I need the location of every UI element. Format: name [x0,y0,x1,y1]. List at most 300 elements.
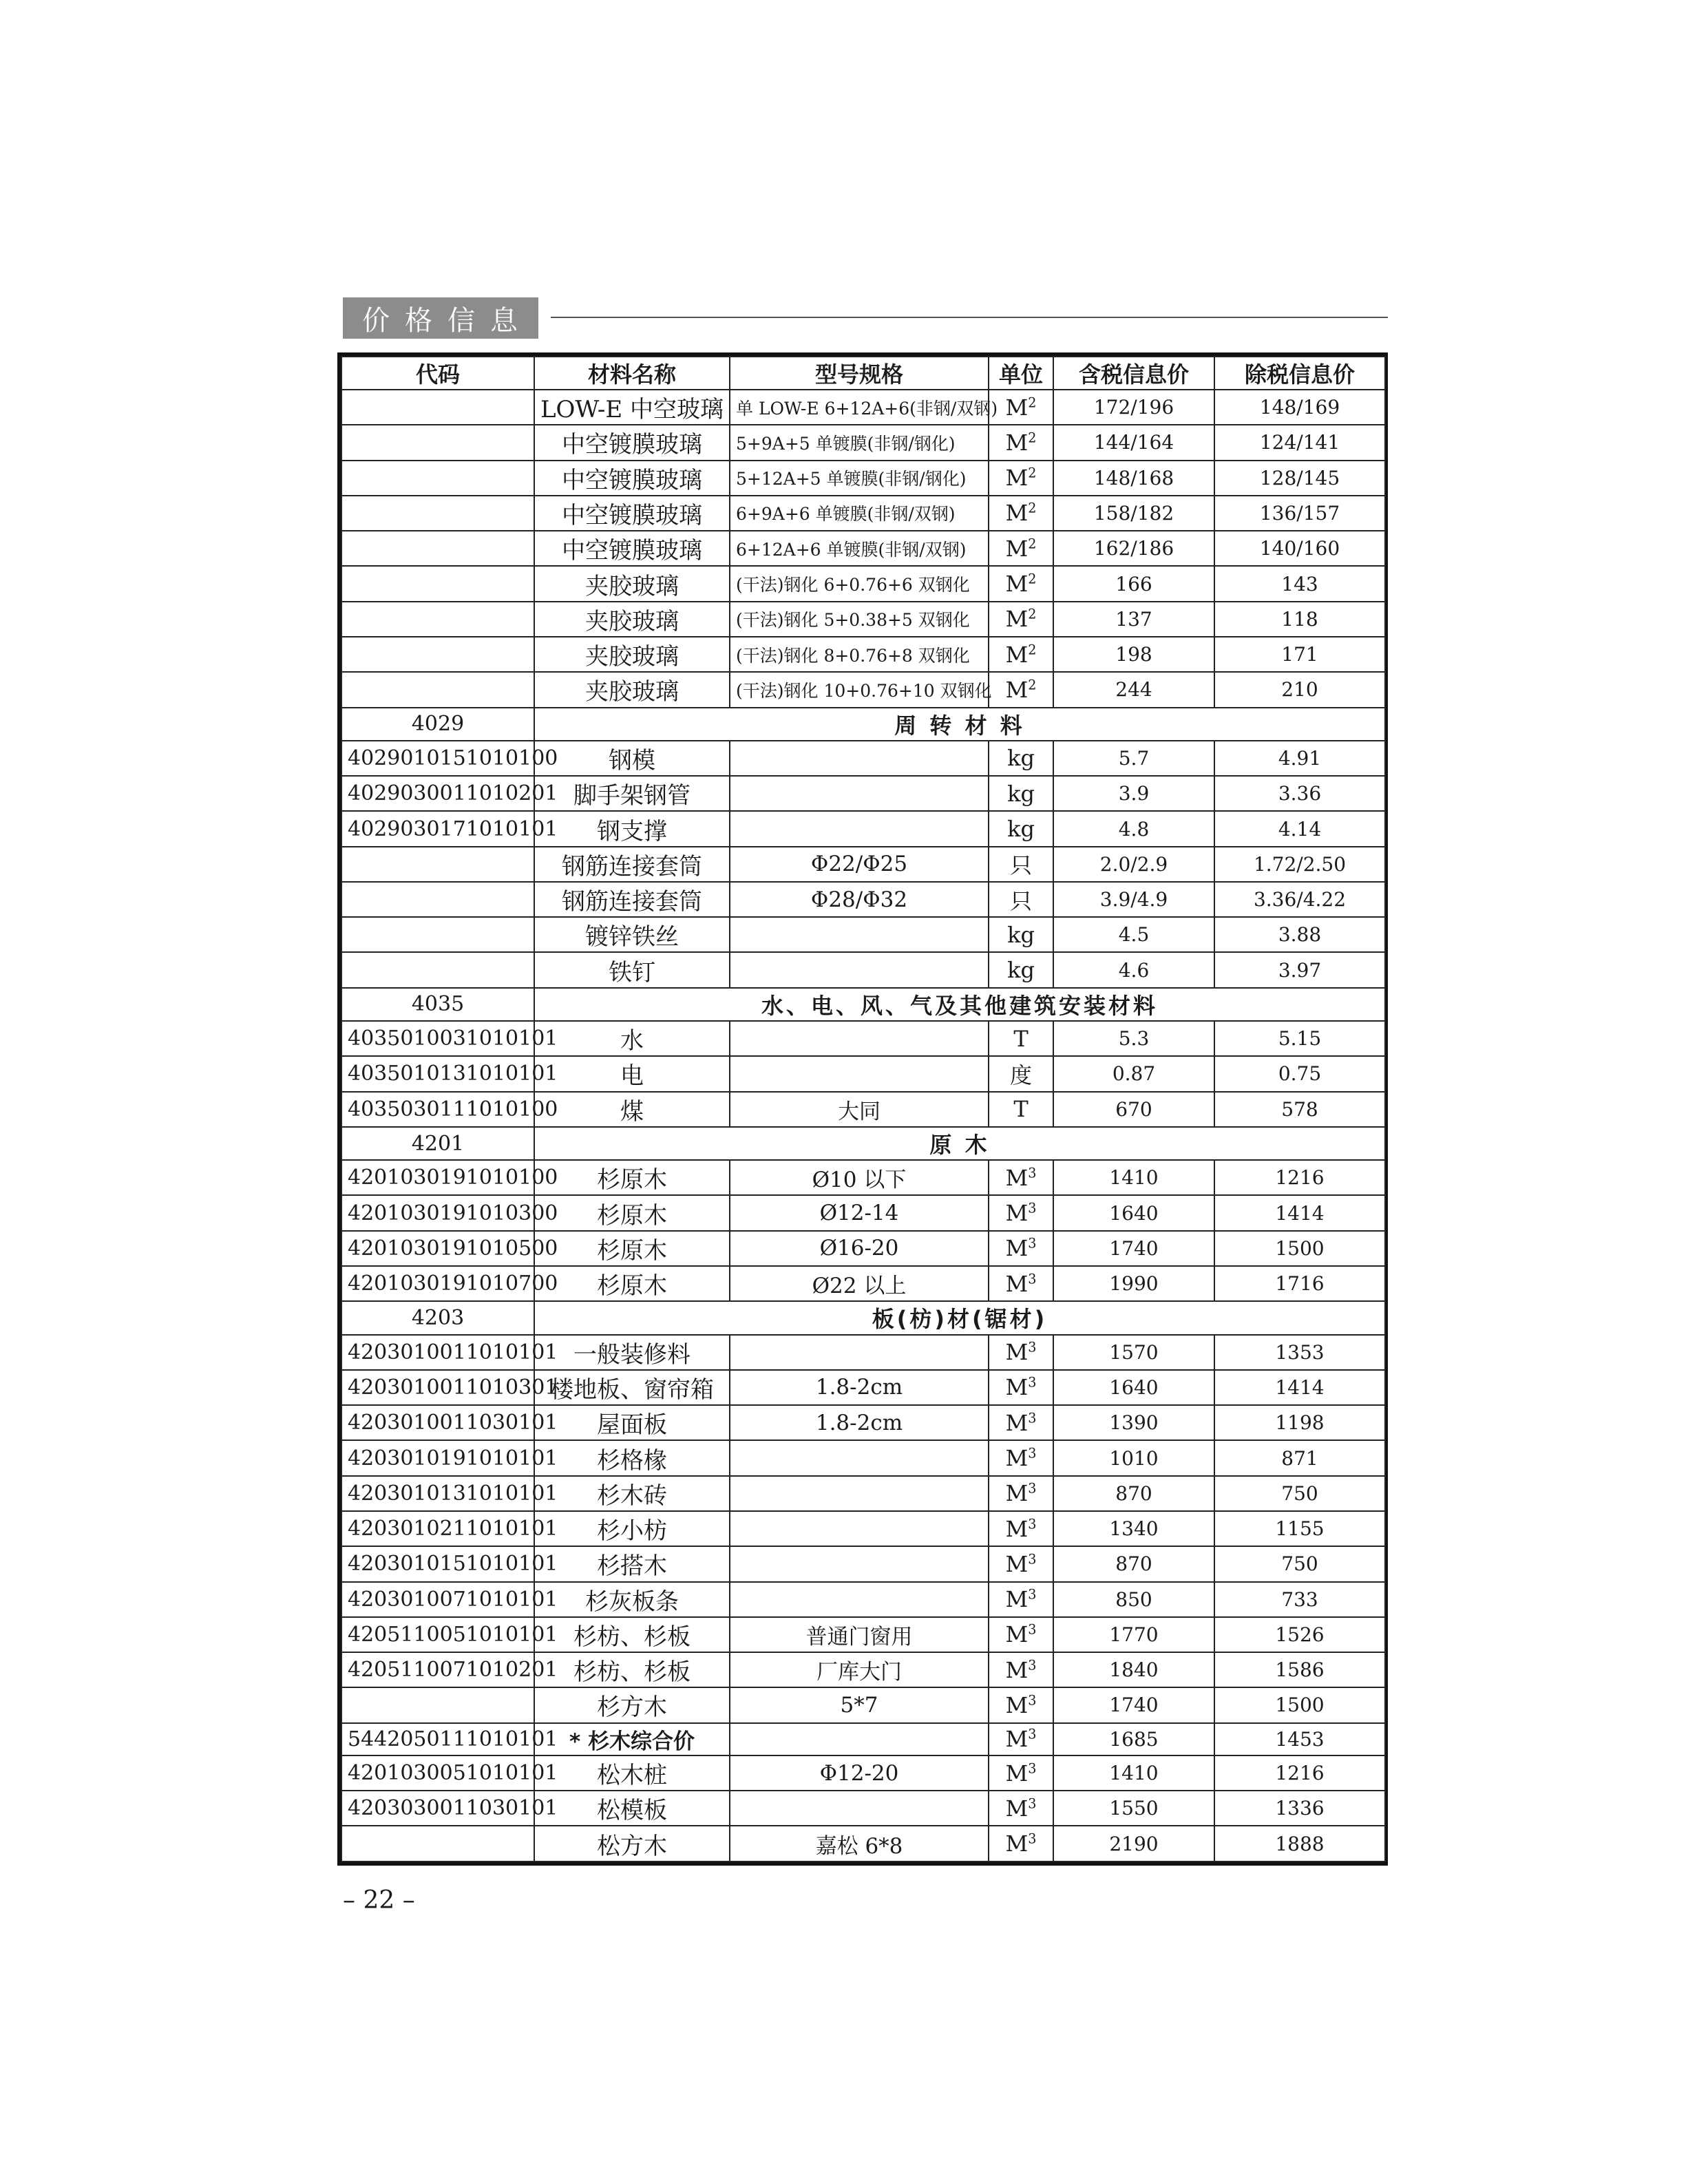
price-with-tax: 1770 [1053,1617,1214,1652]
unit-cell [989,811,1053,846]
section-title-badge [343,297,538,339]
unit-cell [989,1195,1053,1230]
material-code: 4203010191010101 [341,1440,534,1475]
price-with-tax: 162/186 [1053,531,1214,566]
table-row [341,1791,1385,1826]
material-code: 4201030191010100 [341,1160,534,1195]
unit-cell [989,1021,1053,1056]
unit-exponent: 3 [1028,1270,1037,1287]
price-without-tax: 750 [1214,1476,1385,1511]
column-header-spec: 型号规格 [730,357,989,390]
unit-cell [989,566,1053,601]
price-without-tax: 210 [1214,672,1385,707]
unit-label: M [1005,1235,1029,1262]
material-code [341,602,534,637]
price-without-tax: 124/141 [1214,425,1385,460]
material-code: 4203010011030101 [341,1405,534,1440]
material-name: 杉原木 [534,1160,730,1195]
unit-exponent: 2 [1028,394,1037,410]
price-without-tax: 871 [1214,1440,1385,1475]
material-code: 4035030111010100 [341,1092,534,1127]
unit-cell [989,1617,1053,1652]
unit-label: M [1005,465,1029,492]
material-spec: (干法)钢化 10+0.76+10 双钢化 [730,672,989,707]
table-row [341,1056,1385,1091]
unit-label: M [1005,1200,1029,1227]
price-without-tax: 128/145 [1214,461,1385,496]
unit-label: T [1013,1025,1029,1052]
unit-exponent: 3 [1028,1657,1037,1674]
material-name: 杉枋、杉板 [534,1652,730,1687]
unit-label: M [1005,1445,1029,1472]
category-title: 水、电、风、气及其他建筑安装材料 [534,988,1385,1021]
unit-label: T [1013,1096,1029,1123]
unit-exponent: 3 [1028,1551,1037,1568]
price-with-tax: 1570 [1053,1335,1214,1370]
material-code [341,882,534,917]
price-with-tax: 1550 [1053,1791,1214,1826]
material-name: 电 [534,1056,730,1091]
price-without-tax: 1216 [1214,1160,1385,1195]
table-row [341,425,1385,460]
unit-cell [989,1723,1053,1755]
material-spec: (干法)钢化 8+0.76+8 双钢化 [730,637,989,672]
table-row [341,882,1385,917]
price-with-tax: 1740 [1053,1687,1214,1722]
material-spec: 单 LOW-E 6+12A+6(非钢/双钢) [730,390,989,425]
material-name: 松方木 [534,1826,730,1862]
price-without-tax: 3.88 [1214,917,1385,952]
unit-label: M [1005,1586,1029,1613]
price-without-tax: 1216 [1214,1755,1385,1791]
price-table-container [337,352,1388,1866]
material-code: 4203030011030101 [341,1791,534,1826]
unit-label: M [1005,1656,1029,1683]
price-without-tax: 1.72/2.50 [1214,847,1385,882]
material-spec: (干法)钢化 6+0.76+6 双钢化 [730,566,989,601]
unit-cell [989,1440,1053,1475]
price-with-tax: 158/182 [1053,496,1214,531]
material-name: 杉灰板条 [534,1582,730,1617]
unit-cell [989,637,1053,672]
material-code: 4201030191010300 [341,1195,534,1230]
unit-label: M [1005,1164,1029,1191]
material-spec: Ø16-20 [730,1231,989,1266]
table-row [341,811,1385,846]
unit-label: kg [1007,957,1035,984]
table-row [341,602,1385,637]
material-name: 夹胶玻璃 [534,672,730,707]
price-with-tax: 3.9 [1053,776,1214,811]
unit-exponent: 3 [1028,1374,1037,1391]
unit-exponent: 2 [1028,500,1037,516]
price-without-tax: 1453 [1214,1723,1385,1755]
category-row [341,1301,1385,1334]
table-row [341,672,1385,707]
material-spec [730,1335,989,1370]
material-code: 4201030191010500 [341,1231,534,1266]
price-without-tax: 1353 [1214,1335,1385,1370]
unit-cell [989,1231,1053,1266]
unit-label: M [1005,1550,1029,1577]
price-without-tax: 118 [1214,602,1385,637]
unit-cell [989,1652,1053,1687]
material-spec [730,1056,989,1091]
unit-cell [989,461,1053,496]
table-row [341,1723,1385,1755]
material-code [341,672,534,707]
material-code: 4203010011010301 [341,1370,534,1405]
unit-exponent: 3 [1028,1165,1037,1181]
unit-label: M [1005,1621,1029,1648]
unit-label: M [1005,1691,1029,1718]
table-row [341,741,1385,776]
material-code: 4205110051010101 [341,1617,534,1652]
material-name: 杉原木 [534,1266,730,1301]
price-with-tax: 1390 [1053,1405,1214,1440]
material-spec: 5+9A+5 单镀膜(非钢/钢化) [730,425,989,460]
unit-label: M [1005,1339,1029,1366]
price-without-tax: 148/169 [1214,390,1385,425]
table-row [341,952,1385,987]
unit-label: kg [1007,780,1035,807]
material-code [341,461,534,496]
unit-cell [989,847,1053,882]
unit-cell [989,1056,1053,1091]
unit-exponent: 3 [1028,1726,1037,1742]
material-name: 杉原木 [534,1195,730,1230]
price-without-tax: 1526 [1214,1617,1385,1652]
material-name: 杉搭木 [534,1546,730,1581]
column-header-code: 代码 [341,357,534,390]
price-without-tax: 0.75 [1214,1056,1385,1091]
unit-label: kg [1007,745,1035,772]
material-code: 4203010071010101 [341,1582,534,1617]
material-name: 杉小枋 [534,1511,730,1546]
price-with-tax: 148/168 [1053,461,1214,496]
price-with-tax: 5.3 [1053,1021,1214,1056]
price-without-tax: 1414 [1214,1195,1385,1230]
table-row [341,1092,1385,1127]
table-row [341,461,1385,496]
unit-exponent: 3 [1028,1692,1037,1709]
material-name: 夹胶玻璃 [534,602,730,637]
unit-cell [989,1755,1053,1791]
material-name: 脚手架钢管 [534,776,730,811]
unit-cell [989,1160,1053,1195]
material-code [341,1687,534,1722]
table-row [341,1266,1385,1301]
table-row [341,1546,1385,1581]
unit-exponent: 3 [1028,1235,1037,1252]
price-without-tax: 750 [1214,1546,1385,1581]
material-spec: 5*7 [730,1687,989,1722]
category-title: 周 转 材 料 [534,708,1385,741]
material-name: 杉枋、杉板 [534,1617,730,1652]
material-code [341,566,534,601]
table-row [341,1826,1385,1862]
material-code: 4201030191010700 [341,1266,534,1301]
price-with-tax: 4.5 [1053,917,1214,952]
material-code [341,496,534,531]
price-with-tax: 1740 [1053,1231,1214,1266]
column-header-price-tax: 含税信息价 [1053,357,1214,390]
unit-label: M [1005,571,1029,598]
unit-cell [989,1476,1053,1511]
category-title: 板(枋)材(锯材) [534,1301,1385,1334]
unit-label: 度 [1009,1062,1032,1088]
material-name: 中空镀膜玻璃 [534,531,730,566]
unit-label: M [1005,1726,1029,1753]
unit-label: M [1005,1374,1029,1401]
price-table [341,356,1386,1862]
material-code [341,1826,534,1862]
material-spec: 6+12A+6 单镀膜(非钢/双钢) [730,531,989,566]
unit-label: M [1005,1831,1029,1857]
material-spec [730,952,989,987]
material-name: 楼地板、窗帘箱 [534,1370,730,1405]
material-spec: 厂库大门 [730,1652,989,1687]
price-with-tax: 1410 [1053,1755,1214,1791]
category-code: 4029 [341,708,534,741]
unit-label: M [1005,1409,1029,1436]
material-name: 中空镀膜玻璃 [534,425,730,460]
category-row [341,1127,1385,1160]
material-code [341,917,534,952]
material-code: 4029030171010101 [341,811,534,846]
price-with-tax: 244 [1053,672,1214,707]
column-header-price-net: 除税信息价 [1214,357,1385,390]
material-spec: 1.8-2cm [730,1370,989,1405]
category-code: 4035 [341,988,534,1021]
unit-cell [989,1546,1053,1581]
column-header-unit: 单位 [989,357,1053,390]
table-row [341,1582,1385,1617]
price-with-tax: 1990 [1053,1266,1214,1301]
price-with-tax: 166 [1053,566,1214,601]
table-row [341,847,1385,882]
price-without-tax: 4.14 [1214,811,1385,846]
material-name: 钢筋连接套筒 [534,882,730,917]
unit-label: M [1005,606,1029,633]
unit-cell [989,1511,1053,1546]
material-name: 水 [534,1021,730,1056]
unit-exponent: 3 [1028,1515,1037,1532]
table-row [341,531,1385,566]
unit-exponent: 2 [1028,641,1037,657]
unit-cell [989,882,1053,917]
material-code [341,390,534,425]
header-divider [551,317,1388,318]
material-spec: Φ22/Φ25 [730,847,989,882]
price-with-tax: 1340 [1053,1511,1214,1546]
unit-cell [989,1791,1053,1826]
price-without-tax: 5.15 [1214,1021,1385,1056]
material-name: 杉方木 [534,1687,730,1722]
material-name: 夹胶玻璃 [534,637,730,672]
unit-exponent: 3 [1028,1480,1037,1497]
unit-exponent: 3 [1028,1621,1037,1638]
unit-label: M [1005,429,1029,456]
material-spec: 大同 [730,1092,989,1127]
material-spec: 普通门窗用 [730,1617,989,1652]
table-row [341,917,1385,952]
price-without-tax: 4.91 [1214,741,1385,776]
material-spec [730,1546,989,1581]
material-name: 钢筋连接套筒 [534,847,730,882]
material-code: 4029010151010100 [341,741,534,776]
unit-label: M [1005,1480,1029,1507]
unit-exponent: 2 [1028,571,1037,587]
category-code: 4201 [341,1127,534,1160]
price-without-tax: 1500 [1214,1231,1385,1266]
material-code: 4201030051010101 [341,1755,534,1791]
material-name: 屋面板 [534,1405,730,1440]
price-with-tax: 850 [1053,1582,1214,1617]
material-spec [730,1021,989,1056]
unit-exponent: 3 [1028,1760,1037,1776]
material-spec: Ø12-14 [730,1195,989,1230]
material-code [341,637,534,672]
column-header-name: 材料名称 [534,357,730,390]
unit-cell [989,425,1053,460]
material-name: LOW-E 中空玻璃 [534,390,730,425]
material-code [341,847,534,882]
table-row [341,776,1385,811]
table-body [341,390,1385,1862]
unit-exponent: 2 [1028,465,1037,481]
table-row [341,1511,1385,1546]
unit-label: M [1005,535,1029,562]
material-name: 镀锌铁丝 [534,917,730,952]
table-row [341,1652,1385,1687]
table-row [341,1160,1385,1195]
price-without-tax: 140/160 [1214,531,1385,566]
price-with-tax: 1685 [1053,1723,1214,1755]
table-header-row [341,357,1385,390]
material-name: 松模板 [534,1791,730,1826]
material-spec [730,1440,989,1475]
price-with-tax: 2190 [1053,1826,1214,1862]
price-without-tax: 3.36 [1214,776,1385,811]
category-code: 4203 [341,1301,534,1334]
category-row [341,988,1385,1021]
material-spec: (干法)钢化 5+0.38+5 双钢化 [730,602,989,637]
price-with-tax: 144/164 [1053,425,1214,460]
price-with-tax: 1410 [1053,1160,1214,1195]
price-with-tax: 670 [1053,1092,1214,1127]
price-without-tax: 1198 [1214,1405,1385,1440]
material-name: 煤 [534,1092,730,1127]
material-code: 4203010011010101 [341,1335,534,1370]
material-code [341,531,534,566]
material-code: 5442050111010101 [341,1723,534,1755]
unit-exponent: 3 [1028,1586,1037,1603]
material-name: 夹胶玻璃 [534,566,730,601]
unit-label: M [1005,1795,1029,1822]
price-without-tax: 171 [1214,637,1385,672]
table-row [341,1440,1385,1475]
unit-cell [989,1405,1053,1440]
unit-label: kg [1007,816,1035,842]
material-spec: Φ28/Φ32 [730,882,989,917]
price-with-tax: 2.0/2.9 [1053,847,1214,882]
unit-label: M [1005,1270,1029,1297]
material-spec: 6+9A+6 单镀膜(非钢/双钢) [730,496,989,531]
material-code: 4203010151010101 [341,1546,534,1581]
page-number: – 22 – [343,1886,415,1915]
price-without-tax: 578 [1214,1092,1385,1127]
material-spec [730,741,989,776]
material-spec [730,1791,989,1826]
material-code: 4035010131010101 [341,1056,534,1091]
unit-exponent: 3 [1028,1200,1037,1216]
material-spec [730,811,989,846]
material-name: 钢支撑 [534,811,730,846]
material-code [341,425,534,460]
table-row [341,1687,1385,1722]
table-row [341,1195,1385,1230]
price-without-tax: 1586 [1214,1652,1385,1687]
unit-cell [989,602,1053,637]
unit-exponent: 2 [1028,677,1037,693]
table-row [341,1231,1385,1266]
material-spec [730,1476,989,1511]
material-name: 松木桩 [534,1755,730,1791]
price-without-tax: 1888 [1214,1826,1385,1862]
category-title: 原 木 [534,1127,1385,1160]
price-with-tax: 1640 [1053,1195,1214,1230]
material-name: 中空镀膜玻璃 [534,461,730,496]
unit-cell [989,776,1053,811]
material-spec [730,776,989,811]
material-code: 4035010031010101 [341,1021,534,1056]
table-row [341,1617,1385,1652]
material-code: 4205110071010201 [341,1652,534,1687]
unit-exponent: 3 [1028,1445,1037,1462]
price-with-tax: 137 [1053,602,1214,637]
material-code [341,952,534,987]
price-without-tax: 1414 [1214,1370,1385,1405]
unit-cell [989,531,1053,566]
material-spec: 5+12A+5 单镀膜(非钢/钢化) [730,461,989,496]
table-row [341,1335,1385,1370]
material-code: 4203010131010101 [341,1476,534,1511]
unit-cell [989,1370,1053,1405]
unit-label: 只 [1009,887,1032,914]
price-without-tax: 1500 [1214,1687,1385,1722]
price-without-tax: 136/157 [1214,496,1385,531]
table-row [341,1370,1385,1405]
unit-exponent: 3 [1028,1795,1037,1812]
unit-label: 只 [1009,852,1032,879]
material-spec: 嘉松 6*8 [730,1826,989,1862]
material-spec [730,917,989,952]
price-with-tax: 1010 [1053,1440,1214,1475]
table-row [341,1476,1385,1511]
unit-label: kg [1007,921,1035,948]
material-name: 中空镀膜玻璃 [534,496,730,531]
unit-label: M [1005,500,1029,527]
price-without-tax: 3.36/4.22 [1214,882,1385,917]
unit-exponent: 2 [1028,430,1037,446]
material-name: 杉格椽 [534,1440,730,1475]
unit-label: M [1005,394,1029,421]
unit-cell [989,1582,1053,1617]
price-with-tax: 4.8 [1053,811,1214,846]
unit-cell [989,952,1053,987]
material-name: 杉木砖 [534,1476,730,1511]
